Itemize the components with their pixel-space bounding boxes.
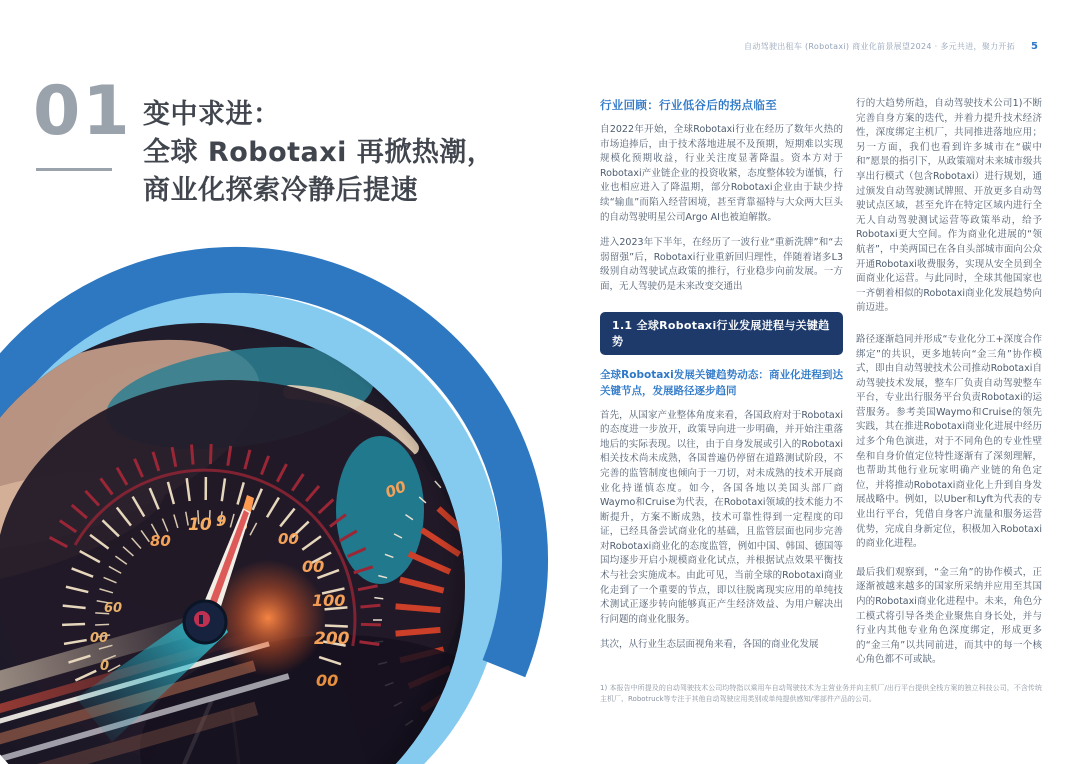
hero-speedometer-graphic (0, 230, 580, 764)
column-right (856, 97, 1042, 679)
body-paragraph: 首先，从国家产业整体角度来看，各国政府对于Robotaxi的态度进一步放开，政策导向进一步明确，并开始注重落地后的实际表现。以往，由于自身发展或引入的Robotaxi相关技术尚未成熟，各国普遍仍停留在道路测试阶段，不完善的监管制度也倾向于一刀切，对未成熟的技术开展商业化持谨慎态度。如今，各国各地以美国头部厂商Waymo和Cruise为代表，在Robotaxi领域的技术能力不断提升，方案不断成熟，技术可靠性得到一定程度的印证，已经具备尝试商业化的基础，且监管层面也同步完善对Robotaxi商业化的态度监管，例如中国、韩国、德国等国均逐步开启小规模商业化试点，并根据试点效果平衡技术与社会实施成本。由此可见，当前全球的Robotaxi商业化走到了一个重要的节点，即以往脱离现实应用的单纯技术测试正逐步转向能够真正产生经济效益、为用户解决出行问题的商业化服务。 (600, 409, 843, 625)
page-number: 5 (1031, 41, 1038, 52)
chapter-title (143, 96, 573, 210)
document-title: 自动驾驶出租车 (Robotaxi) 商业化前景展望2024 · 多元共进，聚力开拓 (744, 42, 1016, 51)
subsection-heading: 全球Robotaxi发展关键趋势动态：商业化进程到达关键节点，发展路径逐步趋同 (600, 368, 843, 397)
body-paragraph: 自2022年开始，全球Robotaxi行业在经历了数年火热的市场追捧后，由于技术落地进展不及预期，短期难以实现规模化预期收益，行业关注度显著降温。资本方对于Robotaxi产业链企业的投资收紧，态度整体较为谨慎，行业也相应进入了降温期，部分Robotaxi企业由于缺少持续“输血”而陷入经营困境，甚至背靠福特与大众两大巨头的自动驾驶明星公司Argo AI也被迫解散。 (600, 124, 843, 223)
chapter-number: 01 (33, 72, 132, 151)
chapter-title-line3: 商业化探索冷静后提速 (143, 175, 418, 206)
body-paragraph: 路径逐渐趋同并形成“专业化分工+深度合作绑定”的共识，更多地转向“金三角”协作模式，即由自动驾驶技术公司推动Robotaxi自动驾驶技术发展，整车厂负责自动驾驶整车平台，专业出行服务平台负责Robotaxi的运营服务。参考美国Waymo和Cruise的领先实践，其在推进Robotaxi商业化进展中经历过多个角色演进，对于不同角色的专业性壁垒和自身价值定位特性逐渐有了深刻理解，也帮助其他行业玩家明确产业链的角色定位，并将推动Robotaxi商业化上升到自身发展战略中。例如，以Uber和Lyft为代表的专业出行平台，凭借自身客户流量和服务运营优势，完成自身新定位，积极加入Robotaxi的商业化进程。 (856, 333, 1042, 550)
chapter-underline (36, 168, 112, 171)
body-paragraph: 最后我们观察到，“金三角”的协作模式，正逐渐被越来越多的国家所采纳并应用至其国内的Robotaxi商业化进程中。未来，角色分工模式将引导各类企业聚焦自身长处，并与行业内其他专业角色深度绑定，形成更多的“金三角”以共同前进，而其中的每一个核心角色都不可或缺。 (856, 566, 1042, 666)
chapter-title-line2: 全球 Robotaxi 再掀热潮， (143, 137, 495, 168)
section-header-industry-review: 行业回顾：行业低谷后的拐点临至 (600, 98, 777, 112)
body-paragraph: 其次，从行业生态层面视角来看，各国的商业化发展 (600, 639, 819, 651)
column-middle (600, 97, 843, 664)
chapter-title-line1: 变中求进： (143, 99, 281, 130)
footnote: 1) 本报告中所提及的自动驾驶技术公司均特指以乘用车自动驾驶技术为主营业务并向主机厂/出行平台提供全栈方案的独立科技公司，不含传统主机厂、Robotruck等专注于其他自动驾驶应用类别或单纯提供感知/零部件产品的公司。 (600, 684, 1042, 703)
body-paragraph: 进入2023年下半年，在经历了一波行业“重新洗牌”和“去弱留强”后，Robotaxi行业重新回归理性，伴随着诸多L3级别自动驾驶试点政策的推行，行业稳步向前发展。一方面，无人驾驶仍是未来改变交通出 (600, 237, 843, 292)
body-paragraph: 行的大趋势所趋，自动驾驶技术公司1)不断完善自身方案的迭代，并着力提升技术经济性，深度绑定主机厂，共同推进落地应用；另一方面，我们也看到许多城市在“碳中和”愿景的指引下，从政策端对未来城市级共享出行模式（包含Robotaxi）进行规划，通过颁发自动驾驶测试牌照、开放更多自动驾驶试点区域，甚至允许在特定区域内进行全无人自动驾驶测试运营等政策举动，给予Robotaxi更大空间。作为商业化进展的“领航者”，中美两国已在各自头部城市面向公众开通Robotaxi收费服务，实现从安全员到全面商业化运营。与此同时，全球其他国家也一齐朝着相似的Robotaxi商业化发展趋势向前迈进。 (856, 98, 1042, 314)
section-banner-1-1: 1.1 全球Robotaxi行业发展进程与关键趋势 (600, 312, 843, 355)
page-header (744, 41, 1038, 52)
